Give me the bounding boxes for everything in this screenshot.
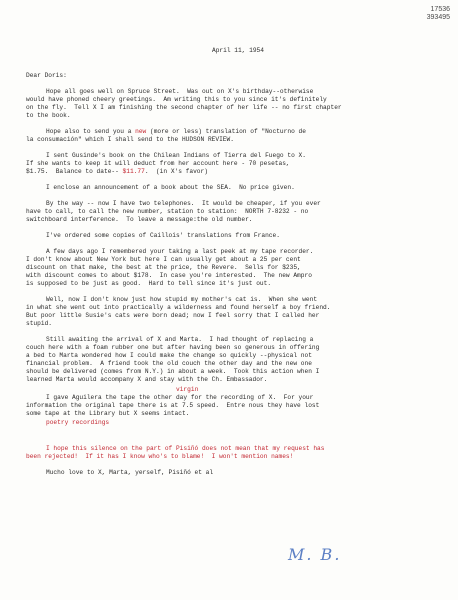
letter-line: with discount comes to about $178. In case you're interested. The new Ampro xyxy=(26,272,312,279)
letter-line: in what she went out into practically a wilderness and found herself a boy friend. xyxy=(26,304,331,311)
letter-line: la consumación" which I shall send to the HUDSON REVIEW. xyxy=(26,136,234,143)
letter-line: is supposed to be just as good. Hard to tell since it's just out. xyxy=(26,280,272,287)
letter-line: on the fly. Tell X I am finishing the second chapter of her life -- no first chapter xyxy=(26,104,342,111)
red-annotation: $11.77 xyxy=(122,168,145,175)
letter-line: I enclose an announcement of a book about the SEA. No price given. xyxy=(46,184,295,191)
letter-line: I've ordered some copies of Caillois' translations from France. xyxy=(46,232,280,239)
letter-line: A few days ago I remembered your taking a last peek at my tape recorder. xyxy=(46,248,314,255)
archive-code: 17536 xyxy=(430,6,450,13)
letter-line: discount on that make, the best at the price, the Revere. Sells for $235, xyxy=(26,264,301,271)
letter-line: Well, now I don't know just how stupid my mother's cat is. When she went xyxy=(46,296,318,303)
letter-line: some tape at the Library but X seems intact. xyxy=(26,410,190,417)
letter-line: stupid. xyxy=(26,320,52,327)
letter-line: learned Marta would accompany X and stay with the Ch. Embassador. xyxy=(26,376,268,383)
letter-greeting: Dear Doris: xyxy=(26,72,67,79)
red-annotation: virgin xyxy=(176,386,199,393)
letter-date: April 11, 1954 xyxy=(212,47,264,54)
letter-line: would have phoned cheery greetings. Am writing this to you since it's definitely xyxy=(26,96,327,103)
archive-code: 393495 xyxy=(426,14,450,21)
signature: M. B. xyxy=(288,545,342,564)
letter-line: information the original tape there is at 7.5 speed. Entre nous they have lost xyxy=(26,402,320,409)
letter-text: $1.75. Balance to date-- xyxy=(26,168,123,175)
letter-line: If she wants to keep it will deduct from her account here - 70 pesetas, xyxy=(26,160,290,167)
letter-line: switchboard interference. To leave a message:the old number. xyxy=(26,216,253,223)
archive-codes xyxy=(427,6,450,22)
letter-line: have to call, to call the new number, station to station: NORTH 7-8232 - no xyxy=(26,208,309,215)
letter-line: financial problem. A friend took the old couch the other day and the new one xyxy=(26,360,312,367)
letter-text: Hope also to send you a xyxy=(46,128,136,135)
letter-line: couch here with a foam rubber one but after having been so generous in offering xyxy=(26,344,320,351)
letter-line: Hope all goes well on Spruce Street. Was out on X's birthday--otherwise xyxy=(46,88,314,95)
red-annotation: new xyxy=(135,128,147,135)
letter-line: I sent Gusinde's book on the Chilean Indians of Tierra del Fuego to X. xyxy=(46,152,306,159)
letter-line: a bed to Marta wondered how I could make the change so quickly --physical not xyxy=(26,352,312,359)
letter-line: should be delivered (comes from N.Y.) in about a week. Took this action when I xyxy=(26,368,320,375)
red-annotation: poetry recordings xyxy=(46,419,110,426)
letter-line: I hope this silence on the part of Pisiñó does not mean that my request has xyxy=(46,445,325,452)
letter-line: But poor little Susie's cats were born dead; now I feel sorry that I called her xyxy=(26,312,320,319)
letter-line: I gave Aguilera the tape the other day for the recording of X. For your xyxy=(46,394,314,401)
letter-closing: Mucho love to X, Marta, yerself, Pisiñó et al xyxy=(46,469,214,476)
letter-line xyxy=(26,168,208,176)
letter-line: Still awaiting the arrival of X and Marta. I had thought of replacing a xyxy=(46,336,314,343)
letter-line: I don't know about New York but here I can usually get about a 25 per cent xyxy=(26,256,301,263)
letter-line: By the way -- now I have two telephones. It would be cheaper, if you ever xyxy=(46,200,321,207)
letter-line: to the book. xyxy=(26,112,71,119)
letter-text: (more or less) translation of "Nocturno de xyxy=(146,128,306,135)
letter-line: been rejected! If it has I know who's to blame! I won't mention names! xyxy=(26,453,294,460)
letter-line xyxy=(46,128,306,136)
letter-text: . (in X's favor) xyxy=(144,168,208,175)
